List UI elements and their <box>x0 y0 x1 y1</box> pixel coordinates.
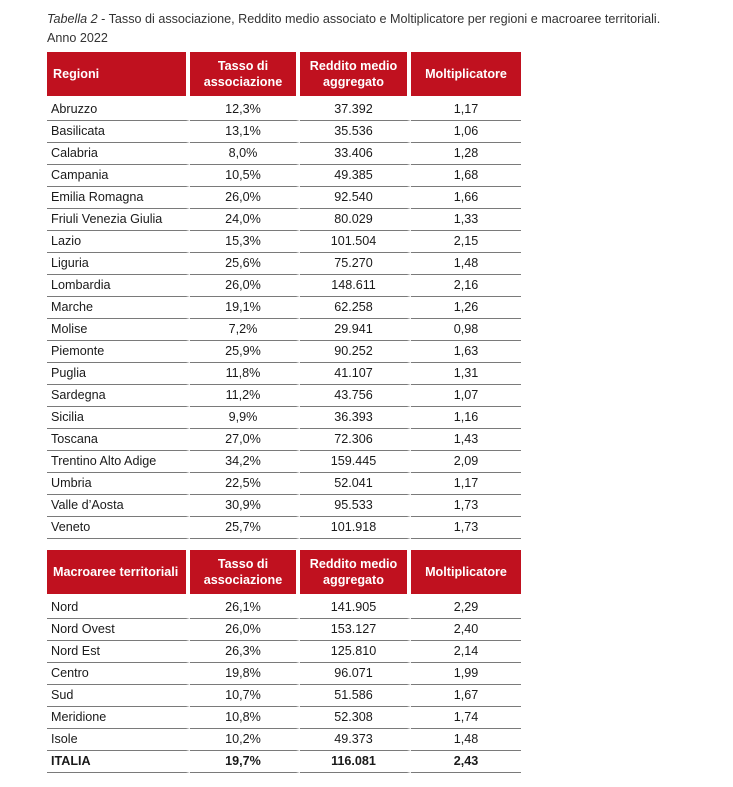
cell-tasso: 25,9% <box>190 341 300 363</box>
cell-reddito: 125.810 <box>300 641 411 663</box>
cell-name: Basilicata <box>47 121 190 143</box>
table-caption <box>47 10 717 48</box>
cell-name: Emilia Romagna <box>47 187 190 209</box>
cell-name: Puglia <box>47 363 190 385</box>
macro-header-row <box>47 550 521 597</box>
cell-reddito: 92.540 <box>300 187 411 209</box>
cell-name: Nord Est <box>47 641 190 663</box>
cell-tasso: 26,1% <box>190 597 300 619</box>
cell-name: Calabria <box>47 143 190 165</box>
cell-reddito: 101.504 <box>300 231 411 253</box>
caption-year: Anno 2022 <box>47 31 108 45</box>
cell-moltiplicatore: 1,74 <box>411 707 521 729</box>
cell-tasso: 25,6% <box>190 253 300 275</box>
cell-name: Lombardia <box>47 275 190 297</box>
cell-name: ITALIA <box>47 751 190 773</box>
cell-reddito: 51.586 <box>300 685 411 707</box>
cell-name: Abruzzo <box>47 99 190 121</box>
cell-reddito: 101.918 <box>300 517 411 539</box>
cell-tasso: 19,7% <box>190 751 300 773</box>
cell-moltiplicatore: 1,66 <box>411 187 521 209</box>
cell-moltiplicatore: 1,48 <box>411 253 521 275</box>
cell-moltiplicatore: 0,98 <box>411 319 521 341</box>
cell-reddito: 37.392 <box>300 99 411 121</box>
table-row <box>47 121 521 143</box>
cell-name: Veneto <box>47 517 190 539</box>
cell-name: Toscana <box>47 429 190 451</box>
cell-moltiplicatore: 2,43 <box>411 751 521 773</box>
cell-reddito: 72.306 <box>300 429 411 451</box>
table-row <box>47 275 521 297</box>
cell-reddito: 35.536 <box>300 121 411 143</box>
cell-name: Campania <box>47 165 190 187</box>
table-row <box>47 385 521 407</box>
table-row <box>47 253 521 275</box>
table-row <box>47 451 521 473</box>
cell-tasso: 19,8% <box>190 663 300 685</box>
cell-tasso: 25,7% <box>190 517 300 539</box>
cell-reddito: 90.252 <box>300 341 411 363</box>
header-reddito: Reddito medio aggregato <box>300 52 411 99</box>
cell-reddito: 29.941 <box>300 319 411 341</box>
cell-moltiplicatore: 2,40 <box>411 619 521 641</box>
cell-reddito: 75.270 <box>300 253 411 275</box>
regions-header-row <box>47 52 521 99</box>
table-row <box>47 517 521 539</box>
cell-moltiplicatore: 1,73 <box>411 517 521 539</box>
cell-name: Piemonte <box>47 341 190 363</box>
cell-tasso: 27,0% <box>190 429 300 451</box>
cell-moltiplicatore: 1,73 <box>411 495 521 517</box>
cell-tasso: 10,5% <box>190 165 300 187</box>
cell-name: Trentino Alto Adige <box>47 451 190 473</box>
cell-reddito: 96.071 <box>300 663 411 685</box>
cell-moltiplicatore: 1,63 <box>411 341 521 363</box>
cell-reddito: 36.393 <box>300 407 411 429</box>
cell-moltiplicatore: 2,16 <box>411 275 521 297</box>
cell-tasso: 22,5% <box>190 473 300 495</box>
cell-moltiplicatore: 1,06 <box>411 121 521 143</box>
cell-reddito: 80.029 <box>300 209 411 231</box>
cell-moltiplicatore: 2,14 <box>411 641 521 663</box>
cell-reddito: 52.308 <box>300 707 411 729</box>
cell-moltiplicatore: 1,48 <box>411 729 521 751</box>
table-row <box>47 407 521 429</box>
header-tasso: Tasso di associazione <box>190 52 300 99</box>
cell-tasso: 26,0% <box>190 187 300 209</box>
cell-reddito: 141.905 <box>300 597 411 619</box>
table-row <box>47 663 521 685</box>
cell-moltiplicatore: 2,15 <box>411 231 521 253</box>
cell-reddito: 52.041 <box>300 473 411 495</box>
table-row <box>47 165 521 187</box>
cell-name: Nord Ovest <box>47 619 190 641</box>
cell-reddito: 153.127 <box>300 619 411 641</box>
cell-moltiplicatore: 1,99 <box>411 663 521 685</box>
cell-reddito: 33.406 <box>300 143 411 165</box>
cell-moltiplicatore: 1,43 <box>411 429 521 451</box>
cell-reddito: 41.107 <box>300 363 411 385</box>
header-reddito: Reddito medio aggregato <box>300 550 411 597</box>
cell-tasso: 19,1% <box>190 297 300 319</box>
cell-tasso: 12,3% <box>190 99 300 121</box>
table-row <box>47 429 521 451</box>
cell-reddito: 95.533 <box>300 495 411 517</box>
cell-reddito: 116.081 <box>300 751 411 773</box>
table-row <box>47 707 521 729</box>
cell-moltiplicatore: 2,29 <box>411 597 521 619</box>
macro-table-body <box>47 597 521 773</box>
cell-tasso: 26,0% <box>190 619 300 641</box>
cell-name: Meridione <box>47 707 190 729</box>
cell-reddito: 49.385 <box>300 165 411 187</box>
table-row <box>47 99 521 121</box>
cell-tasso: 30,9% <box>190 495 300 517</box>
header-regioni: Regioni <box>47 52 190 99</box>
cell-moltiplicatore: 1,68 <box>411 165 521 187</box>
cell-tasso: 11,2% <box>190 385 300 407</box>
cell-name: Sud <box>47 685 190 707</box>
cell-name: Nord <box>47 597 190 619</box>
cell-name: Molise <box>47 319 190 341</box>
cell-moltiplicatore: 1,17 <box>411 99 521 121</box>
cell-tasso: 15,3% <box>190 231 300 253</box>
table-row <box>47 597 521 619</box>
header-moltiplicatore: Moltiplicatore <box>411 52 521 99</box>
cell-moltiplicatore: 1,26 <box>411 297 521 319</box>
cell-name: Liguria <box>47 253 190 275</box>
cell-moltiplicatore: 1,28 <box>411 143 521 165</box>
total-row <box>47 751 521 773</box>
cell-tasso: 9,9% <box>190 407 300 429</box>
cell-tasso: 11,8% <box>190 363 300 385</box>
caption-text: - Tasso di associazione, Reddito medio associato e Moltiplicatore per regioni e macroaree territoriali. <box>97 12 661 26</box>
cell-reddito: 49.373 <box>300 729 411 751</box>
cell-tasso: 7,2% <box>190 319 300 341</box>
cell-moltiplicatore: 1,17 <box>411 473 521 495</box>
cell-moltiplicatore: 2,09 <box>411 451 521 473</box>
table-row <box>47 319 521 341</box>
table-row <box>47 187 521 209</box>
cell-moltiplicatore: 1,16 <box>411 407 521 429</box>
table-row <box>47 473 521 495</box>
cell-tasso: 13,1% <box>190 121 300 143</box>
table-row <box>47 619 521 641</box>
table-row <box>47 209 521 231</box>
cell-name: Valle d’Aosta <box>47 495 190 517</box>
table-row <box>47 231 521 253</box>
cell-tasso: 10,2% <box>190 729 300 751</box>
cell-tasso: 34,2% <box>190 451 300 473</box>
header-moltiplicatore: Moltiplicatore <box>411 550 521 597</box>
table-row <box>47 685 521 707</box>
cell-name: Isole <box>47 729 190 751</box>
cell-name: Lazio <box>47 231 190 253</box>
cell-tasso: 24,0% <box>190 209 300 231</box>
cell-reddito: 43.756 <box>300 385 411 407</box>
header-tasso: Tasso di associazione <box>190 550 300 597</box>
cell-tasso: 26,3% <box>190 641 300 663</box>
header-macroaree: Macroaree territoriali <box>47 550 190 597</box>
table-row <box>47 641 521 663</box>
cell-tasso: 26,0% <box>190 275 300 297</box>
cell-tasso: 8,0% <box>190 143 300 165</box>
table-row <box>47 729 521 751</box>
table-row <box>47 495 521 517</box>
regions-table <box>47 52 521 539</box>
cell-moltiplicatore: 1,67 <box>411 685 521 707</box>
cell-reddito: 148.611 <box>300 275 411 297</box>
caption-label: Tabella 2 <box>47 12 98 26</box>
cell-name: Centro <box>47 663 190 685</box>
table-row <box>47 363 521 385</box>
cell-moltiplicatore: 1,33 <box>411 209 521 231</box>
table-row <box>47 341 521 363</box>
cell-name: Umbria <box>47 473 190 495</box>
cell-reddito: 159.445 <box>300 451 411 473</box>
table-row <box>47 297 521 319</box>
cell-name: Marche <box>47 297 190 319</box>
cell-reddito: 62.258 <box>300 297 411 319</box>
regions-table-body <box>47 99 521 539</box>
cell-name: Sardegna <box>47 385 190 407</box>
cell-tasso: 10,7% <box>190 685 300 707</box>
macro-table <box>47 550 521 773</box>
cell-tasso: 10,8% <box>190 707 300 729</box>
cell-name: Sicilia <box>47 407 190 429</box>
table-row <box>47 143 521 165</box>
cell-name: Friuli Venezia Giulia <box>47 209 190 231</box>
cell-moltiplicatore: 1,31 <box>411 363 521 385</box>
cell-moltiplicatore: 1,07 <box>411 385 521 407</box>
